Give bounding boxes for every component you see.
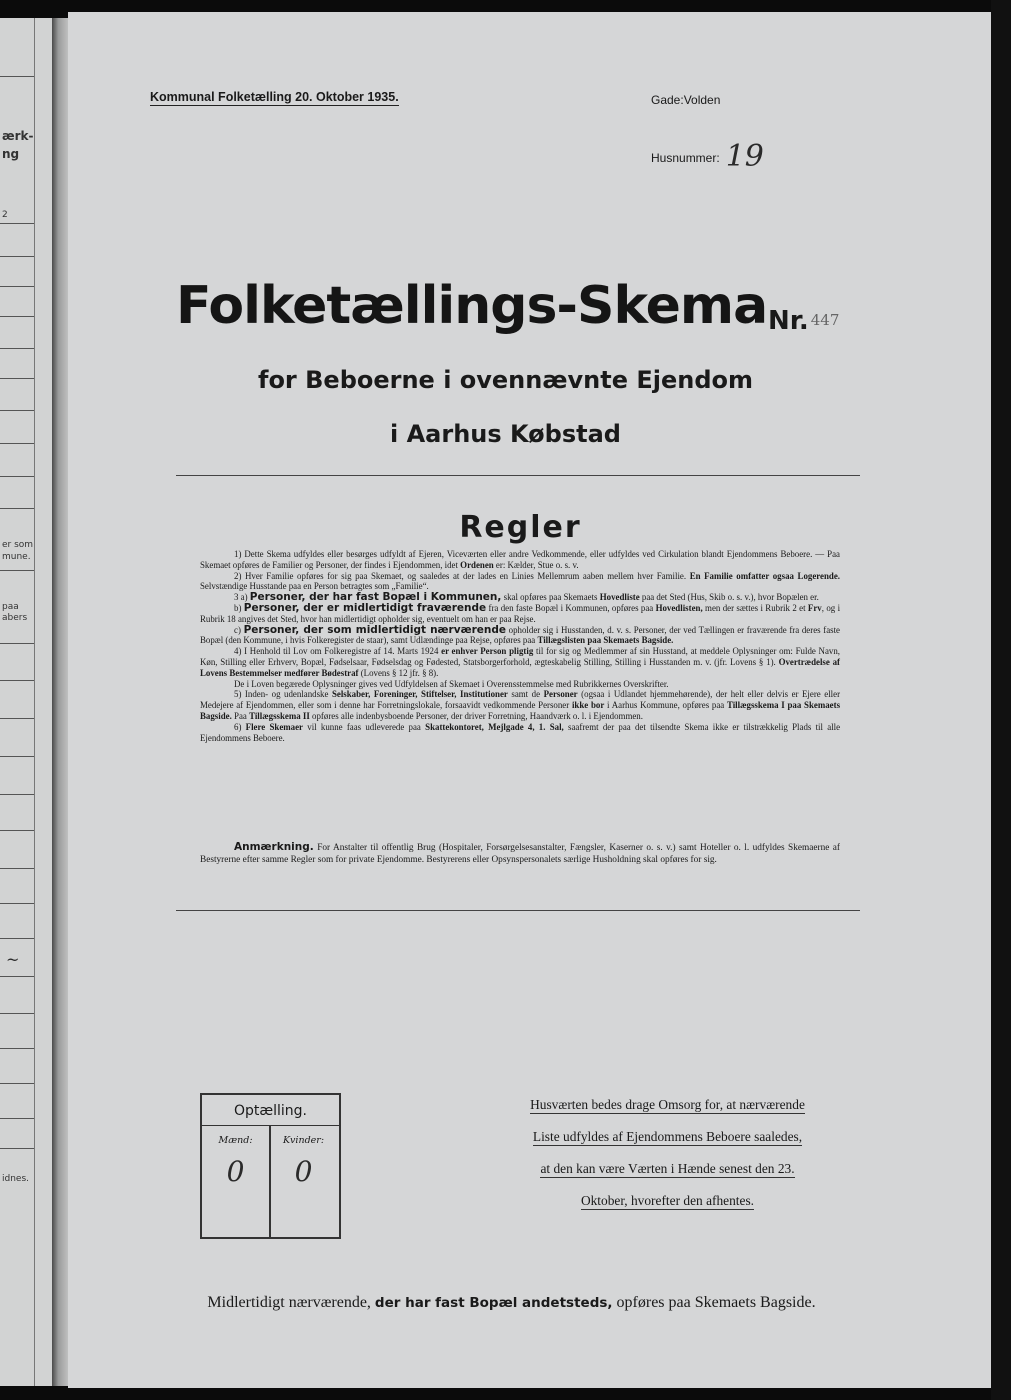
rule-4: 4) I Henhold til Lov om Folkeregistre af 14. Marts 1924 er enhver Person pligtig til for sig og Medlemmer af sin Husstand, at meddele Oplysninger om: Fulde Navn, Køn, Stilling eller Erhverv, Bopæl, Fødselsaar, Fødselsdag og Fødested, Statsborgerforhold, ægteskabelig Stilling, Stilling i Husstanden m. v. (jfr. Lovens § 1). Overtrædelse af Lovens Bestemmelser medfører Bødestraf (Lovens § 12 jfr. § 8). — [200, 646, 841, 678]
strip-fragment: 2 — [2, 210, 8, 220]
men-count: 0 — [226, 1155, 245, 1188]
rule-5: 5) Inden- og udenlandske Selskaber, Foreninger, Stiftelser, Institutioner samt de Personer (ogsaa i Udlandet hjemmehørende), der helt eller delvis er Ejere eller Medejere af Ejendommen, eller som i denne har Forretningslokale, forsaavidt vedkommende Personer ikke bor i Aarhus Kommune, opføres paa Tillægsskema I paa Skemaets Bagside. Paa Tillægsskema II opføres alle indenbysboende Personer, der driver Forretning, Haandværk o. l. i Ejendommen. — [200, 689, 841, 721]
rule-4-note: De i Loven begærede Oplysninger gives ved Udfyldelsen af Skemaet i Overensstemmelse med Rubrikkernes Overskrifter. — [234, 678, 669, 689]
rule-1: 1) Dette Skema udfyldes eller besørges udfyldt af Ejeren, Viceværten eller andre Vedkommende, eller udfyldes ved Cirkulation blandt Ejendommens Beboere. — Paa Skemaet opføres de Familier og Personer, der findes i Ejendommen, idet Ordenen er: Kælder, Stue o. s. v. — [200, 549, 840, 570]
row-rule — [0, 570, 34, 571]
row-rule — [0, 1013, 34, 1014]
remark-text: For Anstalter til offentlig Brug (Hospitaler, Forsørgelsesanstalter, Fængsler, Kaserner o. s. v.) samt Hoteller o. l. udfyldes Skemaerne af Bestyrerne efter samme Regler som for private Ejendomme. Bestyrerens eller Opsynspersonalets særlige Husholdning skal opføres for sig. — [200, 843, 841, 865]
rule-2: 2) Hver Familie opføres for sig paa Skemaet, og saaledes at der lades en Linies Mellemrum aaben mellem hver Familie. En Familie omfatter ogsaa Logerende. Selvstændige Husstande paa en Person betragtes som „Familie“. — [200, 570, 841, 592]
strip-fragment: ærk- — [2, 129, 34, 143]
divider-rule — [176, 910, 860, 911]
women-label: Kvinder: — [282, 1135, 325, 1146]
row-rule — [0, 680, 34, 681]
row-rule — [0, 1048, 34, 1049]
adjacent-page-strip — [0, 18, 52, 1386]
row-rule — [0, 1118, 34, 1119]
women-count: 0 — [294, 1155, 313, 1188]
row-rule — [0, 976, 34, 977]
right-page-edge — [991, 0, 1011, 1400]
row-rule — [0, 830, 34, 831]
rule-3a: 3 a) Personer, der har fast Bopæl i Kommunen, skal opføres paa Skemaets Hovedliste paa det Sted (Hus, Skib o. s. v.), hvor Bopælen er. — [234, 591, 819, 604]
landlord-notice — [500, 1097, 835, 1225]
strip-fragment: mune. — [2, 552, 31, 562]
strip-fragment: idnes. — [2, 1174, 30, 1184]
house-number-label: Husnummer: — [651, 151, 720, 165]
row-rule — [0, 508, 34, 509]
form-number — [768, 306, 839, 336]
row-rule — [0, 643, 34, 644]
count-box-title: Optælling. — [202, 1095, 339, 1126]
remark-section — [200, 842, 840, 866]
row-rule — [0, 1148, 34, 1149]
notice-line: Liste udfyldes af Ejendommens Beboere saaledes, — [532, 1129, 803, 1144]
rules-body — [200, 549, 840, 743]
rule-3b: b) Personer, der er midlertidigt fraværende fra den faste Bopæl i Kommunen, opføres paa Hovedlisten, men der sættes i Rubrik 2 et Frv, og i Rubrik 18 angives det Sted, hvor han midlertidigt opholder sig, eventuelt om han er paa Rejse. — [200, 601, 841, 624]
notice-line: Oktober, hvorefter den afhentes. — [580, 1193, 755, 1208]
notice-line: at den kan være Værten i Hænde senest den 23. — [540, 1161, 795, 1176]
street-value: Volden — [683, 93, 721, 107]
remark-label: Anmærkning. — [234, 841, 314, 853]
row-rule — [0, 794, 34, 795]
house-number-value: 19 — [725, 139, 764, 174]
form-subtitle: for Beboerne i ovennævnte Ejendom — [258, 366, 753, 394]
row-rule — [0, 76, 34, 77]
street-label: Gade: — [651, 93, 684, 107]
book-gutter — [52, 18, 68, 1386]
row-rule — [0, 410, 34, 411]
row-rule — [0, 348, 34, 349]
rule-3c: c) Personer, der som midlertidigt nærværende opholder sig i Husstanden, d. v. s. Personer, der ved Tællingen er fraværende fra deres faste Bopæl (den Kommune, i hvis Folkeregister de staar), samt Udlændinge paa Rejse, opføres paa Tillægslisten paa Skemaets Bagside. — [200, 623, 840, 646]
count-box — [200, 1093, 341, 1239]
notice-line: Husværten bedes drage Omsorg for, at nærværende — [530, 1097, 805, 1112]
handwritten-scrawl: ~ — [6, 950, 20, 969]
row-rule — [0, 756, 34, 757]
footer-note: Midlertidigt nærværende, der har fast Bopæl andetsteds, opføres paa Skemaets Bagside. — [207, 1294, 816, 1311]
form-number-value: 447 — [810, 311, 840, 329]
divider-rule — [176, 475, 860, 476]
men-label: Mænd: — [218, 1135, 253, 1146]
strip-fragment: er som — [2, 540, 34, 550]
form-subtitle-town: i Aarhus Købstad — [390, 420, 621, 448]
column-line — [34, 18, 35, 1386]
row-rule — [0, 476, 34, 477]
rule-6: 6) Flere Skemaer vil kunne faas udleverede paa Skattekontoret, Mejlgade 4, 1. Sal, saafremt der paa det tilsendte Skema ikke er tilstrækkelig Plads til alle Ejendommens Beboere. — [200, 721, 841, 743]
street-field — [651, 93, 720, 107]
rules-heading: Regler — [459, 510, 582, 545]
strip-fragment: paa — [2, 602, 19, 612]
row-rule — [0, 256, 34, 257]
strip-fragment: abers — [2, 613, 28, 623]
house-number-field — [651, 135, 764, 174]
row-rule — [0, 1083, 34, 1084]
row-rule — [0, 903, 34, 904]
form-number-label: Nr. — [768, 306, 809, 336]
form-title: Folketællings-Skema — [176, 276, 768, 336]
row-rule — [0, 223, 34, 224]
row-rule — [0, 938, 34, 939]
row-rule — [0, 286, 34, 287]
row-rule — [0, 718, 34, 719]
strip-fragment: ng — [2, 147, 20, 161]
row-rule — [0, 868, 34, 869]
row-rule — [0, 316, 34, 317]
census-header: Kommunal Folketælling 20. Oktober 1935. — [150, 90, 399, 104]
